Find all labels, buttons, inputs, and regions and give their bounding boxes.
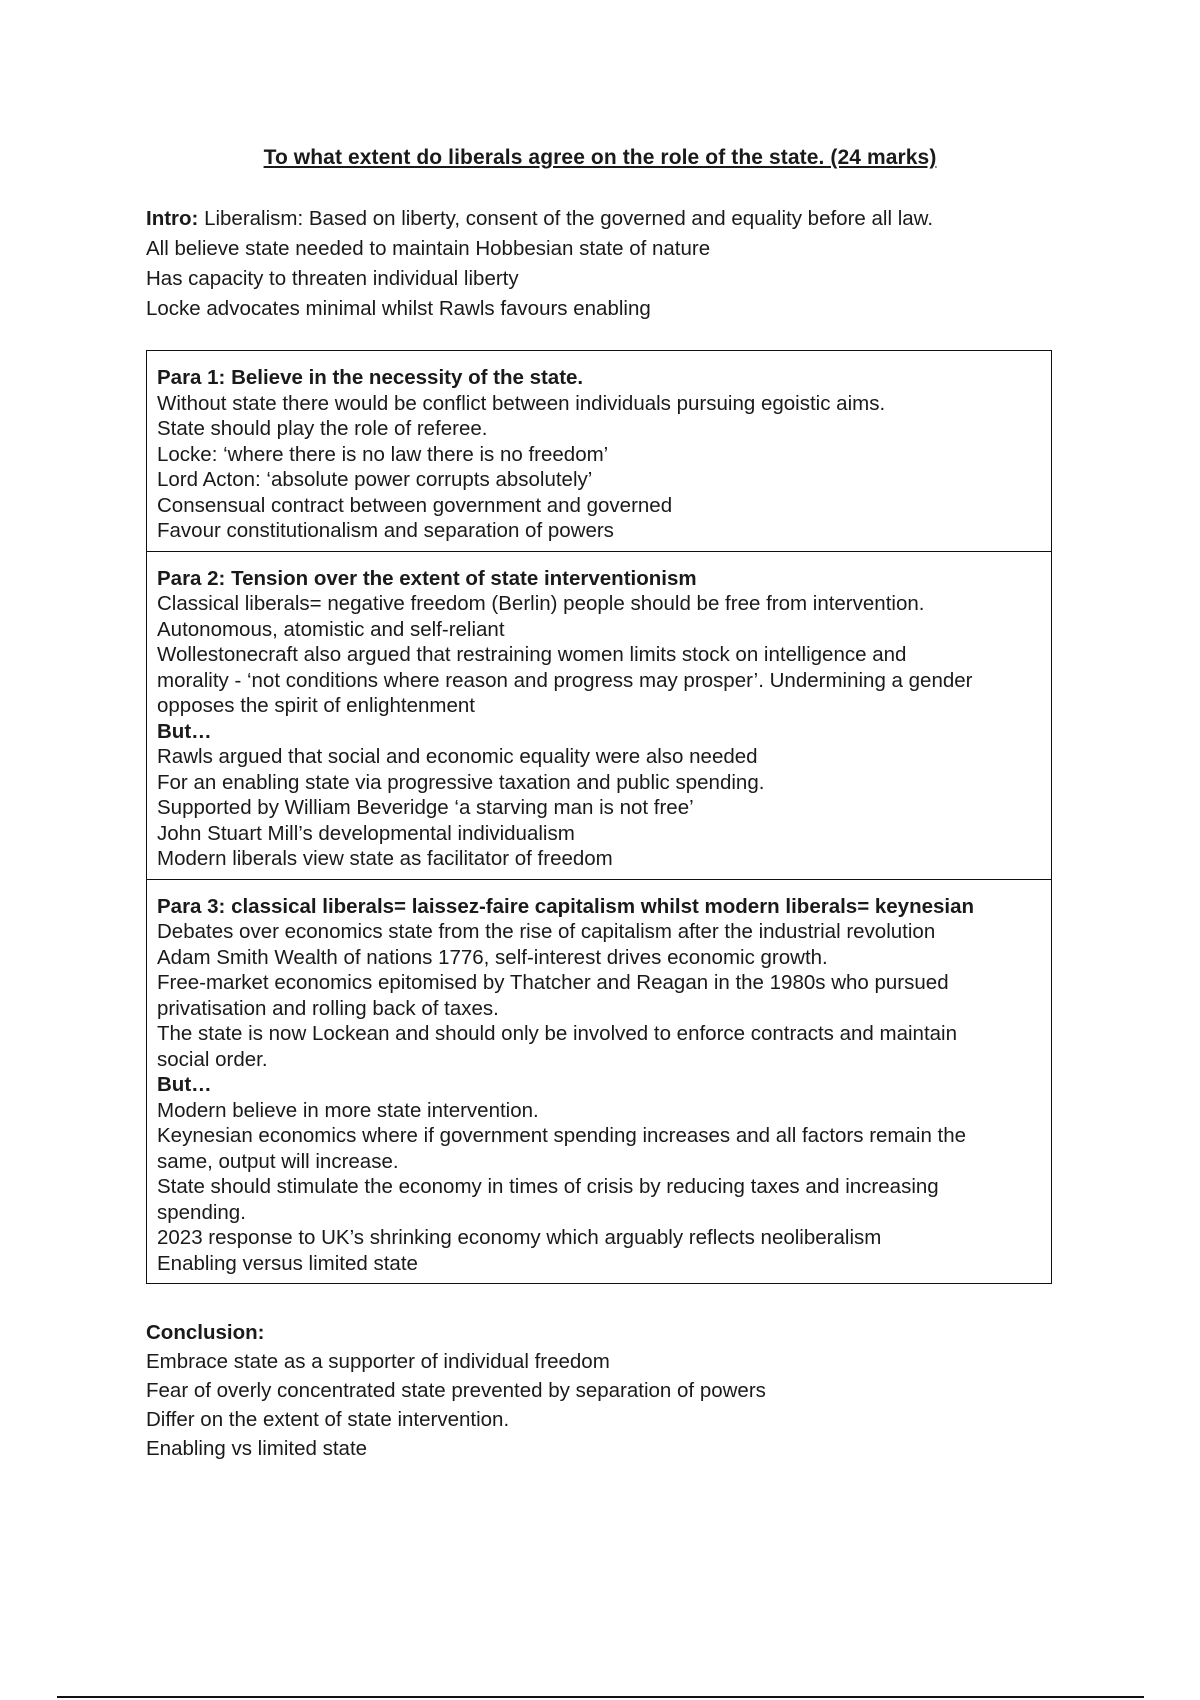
paragraph-line: Debates over economics state from the rise of capitalism after the industrial revolution xyxy=(157,920,936,943)
paragraph-line: State should stimulate the economy in times of crisis by reducing taxes and increasing xyxy=(157,1175,939,1198)
paragraph-line: Autonomous, atomistic and self-reliant xyxy=(157,617,505,641)
paragraph-line: 2023 response to UK’s shrinking economy which arguably reflects neoliberalism xyxy=(157,1226,882,1249)
paragraph-line: Consensual contract between government and governed xyxy=(157,493,673,517)
paragraph-line: Free-market economics epitomised by Thatcher and Reagan in the 1980s who pursued xyxy=(157,971,949,994)
but-label: But… xyxy=(157,719,212,743)
intro-first-line xyxy=(146,204,1106,234)
paragraph-line: Modern liberals view state as facilitator of freedom xyxy=(157,847,613,870)
paragraph-line: Supported by William Beveridge ‘a starving man is not free’ xyxy=(157,796,694,819)
conclusion-line: Enabling vs limited state xyxy=(146,1437,368,1460)
conclusion-section xyxy=(146,1318,1106,1463)
paragraph-line: Adam Smith Wealth of nations 1776, self-interest drives economic growth. xyxy=(157,945,828,969)
paragraph-1-heading: Para 1: Believe in the necessity of the state. xyxy=(157,366,584,389)
paragraph-line: Lord Acton: ‘absolute power corrupts absolutely’ xyxy=(157,468,593,491)
paragraph-2-heading: Para 2: Tension over the extent of state interventionism xyxy=(157,566,697,590)
conclusion-line: Embrace state as a supporter of individual freedom xyxy=(146,1350,610,1373)
paragraph-line: John Stuart Mill’s developmental individualism xyxy=(157,821,575,845)
paragraph-line: Locke: ‘where there is no law there is no freedom’ xyxy=(157,442,609,466)
conclusion-line: Fear of overly concentrated state prevented by separation of powers xyxy=(146,1379,766,1402)
paragraph-line: Keynesian economics where if government spending increases and all factors remain the xyxy=(157,1124,967,1147)
essay-title: To what extent do liberals agree on the role of the state. (24 marks) xyxy=(263,146,937,169)
but-label: But… xyxy=(157,1073,212,1096)
conclusion-label: Conclusion: xyxy=(146,1321,265,1344)
paragraph-1-cell xyxy=(147,351,1051,551)
paragraph-line: Enabling versus limited state xyxy=(157,1251,418,1275)
paragraph-2-cell xyxy=(147,551,1051,879)
paragraph-line: Without state there would be conflict between individuals pursuing egoistic aims. xyxy=(157,391,886,415)
paragraph-3-cell xyxy=(147,879,1051,1284)
intro-label: Intro: xyxy=(146,207,199,230)
paragraph-table xyxy=(146,350,1052,1284)
intro-section xyxy=(146,204,1106,324)
paragraph-line: spending. xyxy=(157,1200,246,1224)
intro-line: Locke advocates minimal whilst Rawls favours enabling xyxy=(146,297,651,320)
paragraph-line: For an enabling state via progressive taxation and public spending. xyxy=(157,770,765,794)
paragraph-line: opposes the spirit of enlightenment xyxy=(157,694,475,717)
intro-first-text: Liberalism: Based on liberty, consent of the governed and equality before all law. xyxy=(198,207,934,230)
intro-line: Has capacity to threaten individual liberty xyxy=(146,267,519,290)
paragraph-line: Wollestonecraft also argued that restraining women limits stock on intelligence and xyxy=(157,643,907,666)
paragraph-line: morality - ‘not conditions where reason and progress may prosper’. Undermining a gender xyxy=(157,668,973,692)
footer-rule xyxy=(57,1696,1144,1698)
paragraph-line: State should play the role of referee. xyxy=(157,417,488,440)
paragraph-line: same, output will increase. xyxy=(157,1149,399,1173)
paragraph-line: Favour constitutionalism and separation of powers xyxy=(157,519,614,542)
paragraph-line: privatisation and rolling back of taxes. xyxy=(157,996,499,1020)
paragraph-line: The state is now Lockean and should only be involved to enforce contracts and maintain xyxy=(157,1022,957,1045)
paragraph-line: Classical liberals= negative freedom (Berlin) people should be free from intervention. xyxy=(157,592,925,615)
paragraph-3-heading: Para 3: classical liberals= laissez-faire capitalism whilst modern liberals= keynesian xyxy=(157,894,975,918)
paragraph-line: Rawls argued that social and economic equality were also needed xyxy=(157,745,758,768)
intro-line: All believe state needed to maintain Hobbesian state of nature xyxy=(146,237,711,260)
conclusion-line: Differ on the extent of state intervention. xyxy=(146,1408,510,1431)
paragraph-line: Modern believe in more state intervention. xyxy=(157,1098,539,1122)
paragraph-line: social order. xyxy=(157,1047,268,1071)
